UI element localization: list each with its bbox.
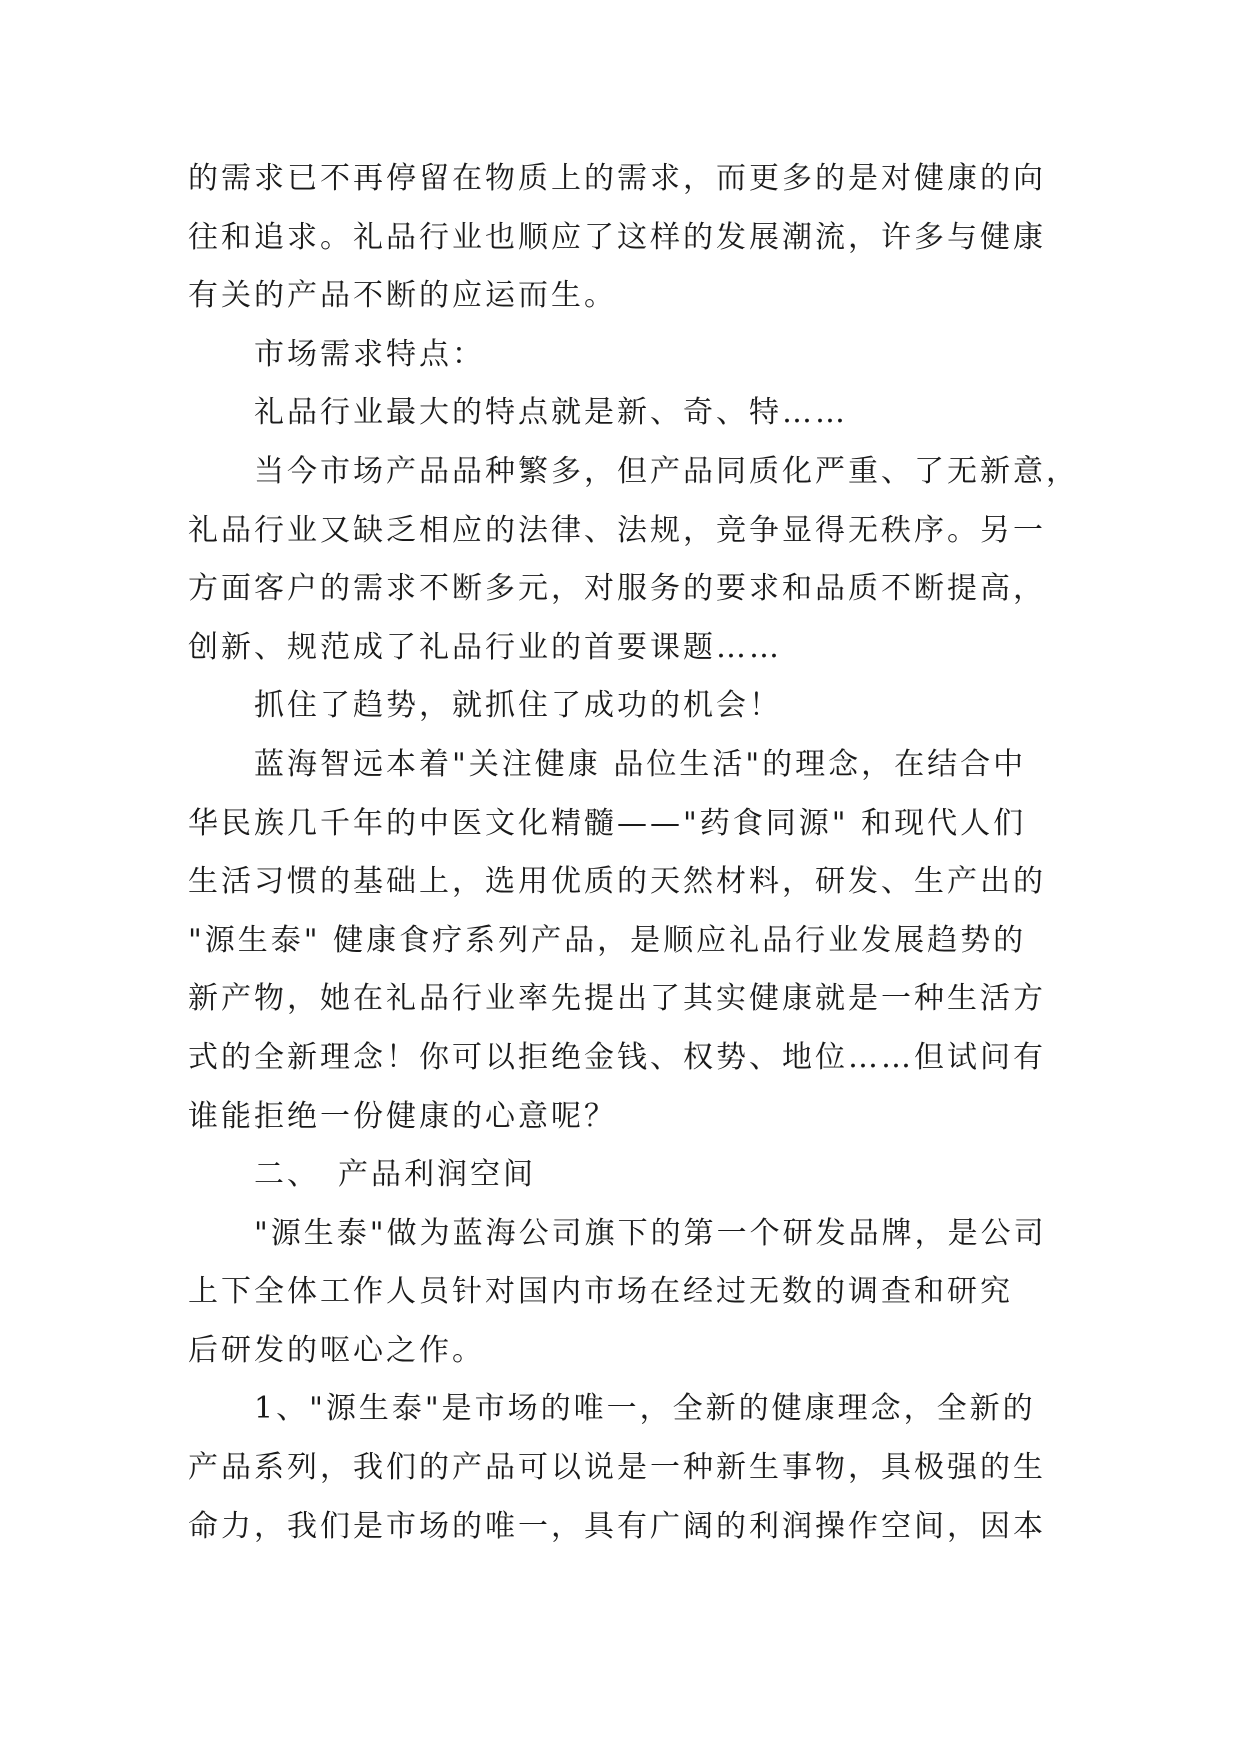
text-line: "源生泰" 健康食疗系列产品，是顺应礼品行业发展趋势的 [188,922,1027,958]
text-line: 有关的产品不断的应运而生。 [188,278,617,314]
text-line: 方面客户的需求不断多元，对服务的要求和品质不断提高， [188,571,1046,607]
text-line: 往和追求。礼品行业也顺应了这样的发展潮流，许多与健康 [188,219,1046,255]
text-line: 生活习惯的基础上，选用优质的天然材料，研发、生产出的 [188,864,1046,900]
section-heading-market-demand: 市场需求特点： [254,336,485,372]
text-line: 蓝海智远本着"关注健康 品位生活"的理念，在结合中 [254,746,1027,782]
text-line: 产品系列，我们的产品可以说是一种新生事物，具极强的生 [188,1450,1046,1486]
section-heading-profit-space: 二、 产品利润空间 [254,1157,536,1193]
text-line: 创新、规范成了礼品行业的首要课题…… [188,629,782,665]
text-line: 上下全体工作人员针对国内市场在经过无数的调查和研究 [188,1274,1013,1310]
body-text [188,150,1079,1556]
text-line: 式的全新理念！你可以拒绝金钱、权势、地位……但试问有 [188,1039,1046,1075]
text-line: 抓住了趋势，就抓住了成功的机会！ [254,688,782,724]
text-line: 新产物，她在礼品行业率先提出了其实健康就是一种生活方 [188,981,1046,1017]
text-line: 1、"源生泰"是市场的唯一，全新的健康理念，全新的 [254,1391,1036,1427]
text-line: 当今市场产品品种繁多，但产品同质化严重、了无新意， [254,453,1079,489]
text-line: 的需求已不再停留在物质上的需求，而更多的是对健康的向 [188,161,1046,196]
text-line: 命力，我们是市场的唯一，具有广阔的利润操作空间，因本 [188,1508,1046,1544]
text-line: 谁能拒绝一份健康的心意呢？ [188,1098,617,1134]
text-line: 后研发的呕心之作。 [188,1332,485,1368]
text-line: 华民族几千年的中医文化精髓——"药食同源" 和现代人们 [188,805,1027,841]
text-line: 礼品行业最大的特点就是新、奇、特…… [254,395,848,431]
text-line: "源生泰"做为蓝海公司旗下的第一个研发品牌，是公司 [254,1215,1047,1251]
text-line: 礼品行业又缺乏相应的法律、法规，竞争显得无秩序。另一 [188,512,1046,548]
